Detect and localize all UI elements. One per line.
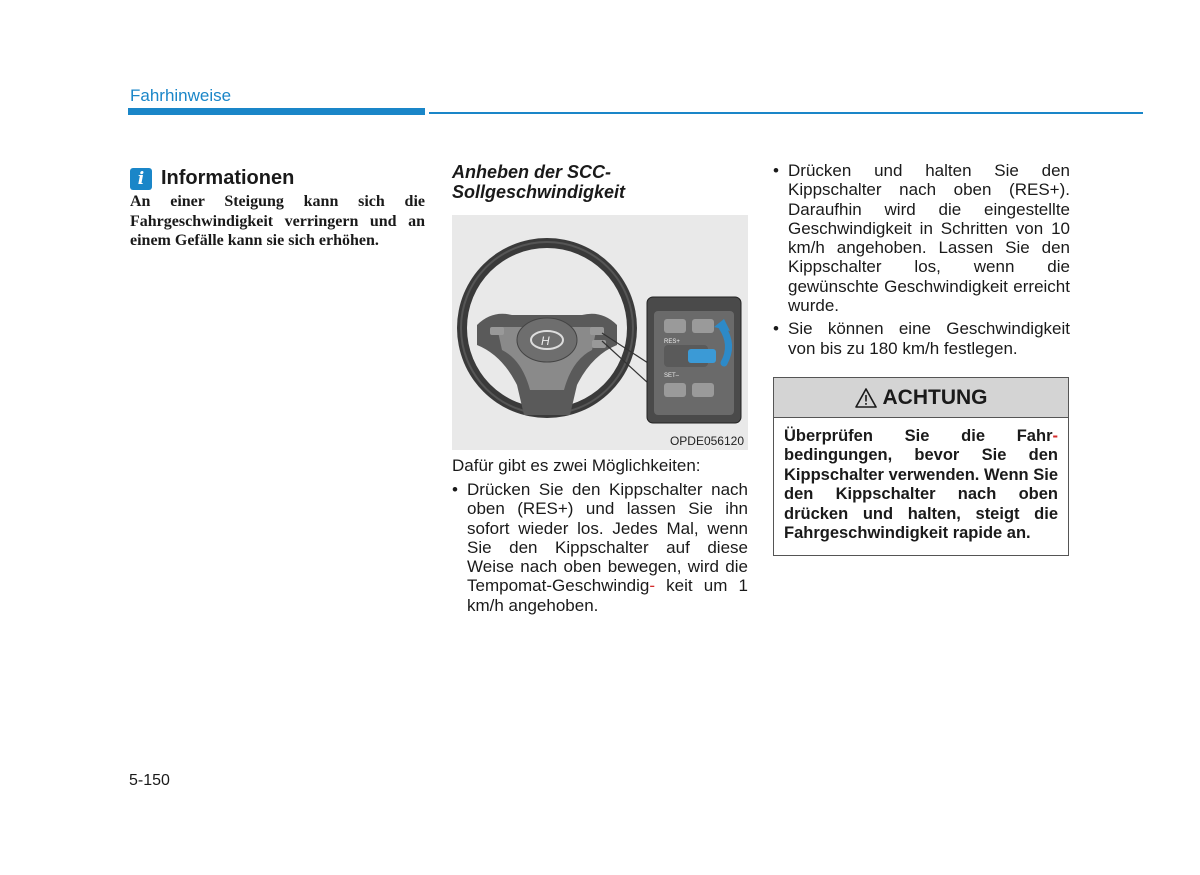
options-list-col2	[452, 480, 748, 615]
res-plus-label: RES+	[664, 339, 680, 345]
section-title-line1: Anheben der SCC-	[452, 162, 612, 182]
caution-title: ACHTUNG	[882, 385, 988, 409]
section-header-title: Fahrhinweise	[130, 86, 232, 105]
hyphen-mark: -	[649, 576, 656, 596]
info-text: An einer Steigung kann sich die Fahrgeschwindigkeit verringern und an einem Gefälle kann sie sich erhöhen.	[130, 193, 425, 249]
bullet-text-end: keit um 1 km/h angehoben.	[467, 576, 748, 615]
list-item: • Drücken und halten Sie den Kippschalter nach oben (RES+). Daraufhin wird die eingestellte Geschwindigkeit in Schritten von 10 km/h angehoben. Lassen Sie den Kippschalter los, wenn die gewünschte Geschwindigkeit erreicht wurde.	[773, 161, 1070, 315]
hyphen-mark: -	[1052, 427, 1058, 445]
info-heading	[130, 167, 294, 190]
header-rule-thick	[128, 108, 425, 115]
list-item	[452, 480, 748, 615]
caution-text	[774, 418, 1068, 543]
set-minus-label: SET–	[664, 373, 680, 379]
page-number: 5-150	[129, 772, 170, 789]
caution-text-part2: bedingungen, bevor Sie den Kippschalter verwenden. Wenn Sie den Kippschalter nach oben drücken und halten, steigt die Fahrgeschwindigkeit rapide an.	[784, 446, 1058, 543]
header-rule-thin	[429, 112, 1143, 114]
bullet-text-main: Drücken Sie den Kippschalter nach oben (RES+) und lassen Sie ihn sofort wieder los. Jedes Mal, wenn Sie den Kippschalter auf diese Weise nach oben bewegen, wird die Tempomat-Geschwindig	[467, 480, 748, 596]
options-list-col3	[773, 161, 1070, 362]
info-title: Informationen	[161, 167, 295, 189]
steering-wheel-illustration	[452, 215, 748, 450]
section-title-line2: Sollgeschwindigkeit	[452, 182, 626, 202]
warning-triangle-icon	[855, 388, 877, 408]
options-intro: Dafür gibt es zwei Möglichkeiten:	[452, 456, 701, 475]
caution-header	[774, 378, 1068, 418]
svg-text:H: H	[541, 334, 550, 348]
figure-caption: OPDE056120	[669, 434, 744, 448]
caution-text-part1: Überprüfen Sie die Fahr	[784, 427, 1053, 445]
caution-box	[773, 377, 1069, 556]
steering-wheel-figure	[452, 215, 748, 450]
section-title	[452, 162, 752, 202]
info-icon: i	[130, 168, 152, 190]
list-item: • Sie können eine Geschwindigkeit von bis zu 180 km/h festlegen.	[773, 319, 1070, 358]
